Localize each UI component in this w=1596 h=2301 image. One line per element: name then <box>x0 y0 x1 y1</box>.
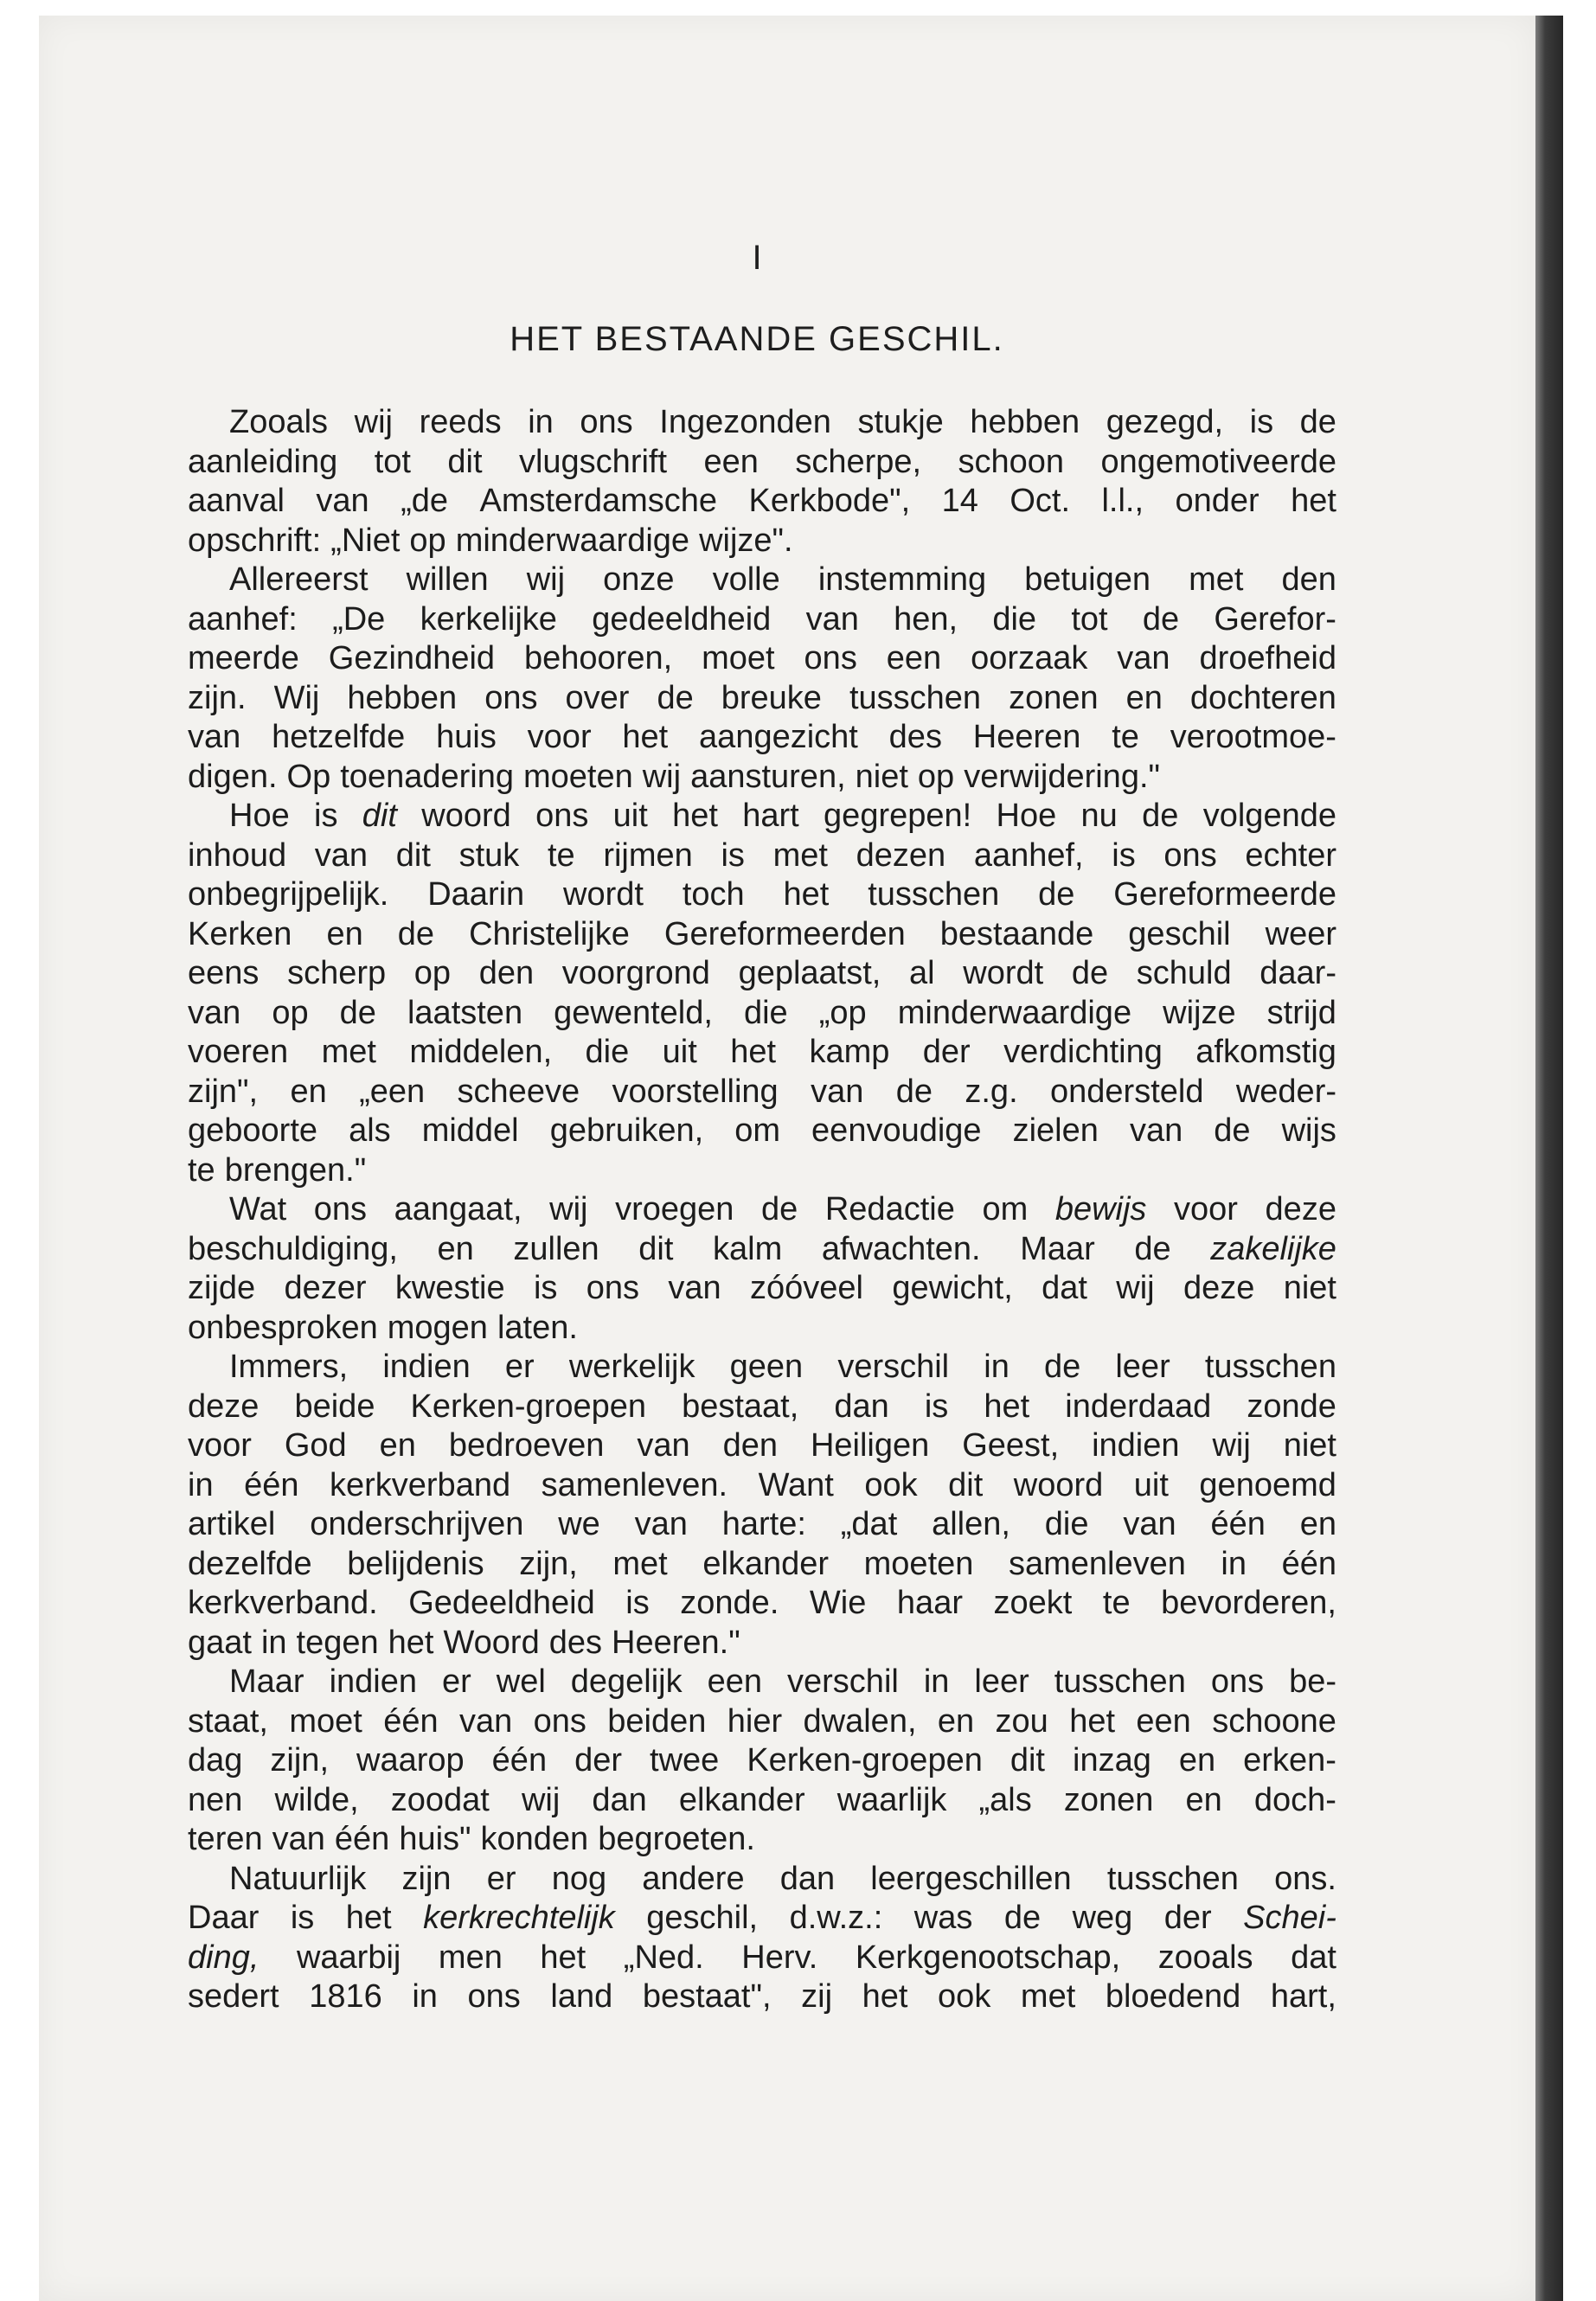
text-line: Immers, indien er werkelijk geen verschil in de leer tusschen <box>229 1349 1336 1385</box>
text-line: te brengen." <box>188 1151 367 1189</box>
text-line: Hoe is dit woord ons uit het hart gegrepen! Hoe nu de volgende <box>229 798 1336 834</box>
text-line: Natuurlijk zijn er nog andere dan leergeschillen tusschen ons. <box>229 1860 1336 1897</box>
text-line: zijn. Wij hebben ons over de breuke tusschen zonen en dochteren <box>188 679 1336 716</box>
page-number: I <box>752 239 762 277</box>
text-line: sedert 1816 in ons land bestaat", zij het ook met bloedend hart, <box>188 1978 1336 2015</box>
text-line: dezelfde belijdenis zijn, met elkander moeten samenleven in één <box>188 1545 1336 1582</box>
text-line: voor God en bedroeven van den Heiligen Geest, indien wij niet <box>188 1427 1336 1464</box>
text-line: aanleiding tot dit vlugschrift een scherpe, schoon ongemotiveerde <box>188 443 1336 480</box>
text-line: Daar is het kerkrechtelijk geschil, d.w.z.: was de weg der Schei- <box>188 1900 1336 1936</box>
text-line: geboorte als middel gebruiken, om eenvoudige zielen van de wijs <box>188 1112 1336 1149</box>
text-line: dag zijn, waarop één der twee Kerken-groepen dit inzag en erken- <box>188 1742 1336 1779</box>
text-line: Kerken en de Christelijke Gereformeerden bestaande geschil weer <box>188 915 1336 952</box>
text-line: deze beide Kerken-groepen bestaat, dan is het inderdaad zonde <box>188 1388 1336 1425</box>
text-line: voeren met middelen, die uit het kamp der verdichting afkomstig <box>188 1034 1336 1070</box>
body-text <box>188 403 1336 2017</box>
text-line: Wat ons aangaat, wij vroegen de Redactie om bewijs voor deze <box>229 1191 1336 1227</box>
text-line: digen. Op toenadering moeten wij aansturen, niet op verwijdering." <box>188 758 1160 795</box>
text-line: inhoud van dit stuk te rijmen is met dezen aanhef, is ons echter <box>188 836 1336 874</box>
text-line: zijn", en „een scheeve voorstelling van de z.g. ondersteld weder- <box>188 1073 1336 1110</box>
text-line: nen wilde, zoodat wij dan elkander waarlijk „als zonen en doch- <box>188 1781 1336 1818</box>
text-line: teren van één huis" konden begroeten. <box>188 1821 755 1857</box>
text-line: aanval van „de Amsterdamsche Kerkbode", 14 Oct. l.l., onder het <box>188 483 1336 519</box>
text-line: Allereerst willen wij onze volle instemming betuigen met den <box>229 561 1336 598</box>
page-edge-shadow <box>1535 16 1563 2301</box>
text-line: ding, waarbij men het „Ned. Herv. Kerkgenootschap, zooals dat <box>188 1939 1336 1976</box>
text-line: staat, moet één van ons beiden hier dwalen, en zou het een schoone <box>188 1702 1336 1740</box>
text-line: in één kerkverband samenleven. Want ook dit woord uit genoemd <box>188 1466 1336 1503</box>
text-line: artikel onderschrijven we van harte: „dat allen, die van één en <box>188 1506 1336 1542</box>
text-line: onbegrijpelijk. Daarin wordt toch het tusschen de Gereformeerde <box>188 876 1336 913</box>
text-line: Maar indien er wel degelijk een verschil in leer tusschen ons be- <box>229 1663 1336 1700</box>
text-line: van hetzelfde huis voor het aangezicht des Heeren te verootmoe- <box>188 719 1336 755</box>
text-line: aanhef: „De kerkelijke gedeeldheid van hen, die tot de Gerefor- <box>188 600 1336 638</box>
scanned-page <box>39 16 1535 2301</box>
text-line: Zooals wij reeds in ons Ingezonden stukje hebben gezegd, is de <box>229 404 1336 440</box>
text-line: gaat in tegen het Woord des Heeren." <box>188 1624 740 1661</box>
text-line: van op de laatsten gewenteld, die „op minderwaardige wijze strijd <box>188 994 1336 1031</box>
text-line: opschrift: „Niet op minderwaardige wijze". <box>188 522 793 559</box>
text-line: onbesproken mogen laten. <box>188 1309 578 1346</box>
text-line: kerkverband. Gedeeldheid is zonde. Wie haar zoekt te bevorderen, <box>188 1585 1336 1621</box>
text-line: zijde dezer kwestie is ons van zóóveel gewicht, dat wij deze niet <box>188 1270 1336 1306</box>
text-line: eens scherp op den voorgrond geplaatst, al wordt de schuld daar- <box>188 955 1336 991</box>
text-line: beschuldiging, en zullen dit kalm afwachten. Maar de zakelijke <box>188 1230 1336 1267</box>
chapter-title: HET BESTAANDE GESCHIL. <box>510 320 1004 358</box>
text-line: meerde Gezindheid behooren, moet ons een oorzaak van droefheid <box>188 640 1336 676</box>
